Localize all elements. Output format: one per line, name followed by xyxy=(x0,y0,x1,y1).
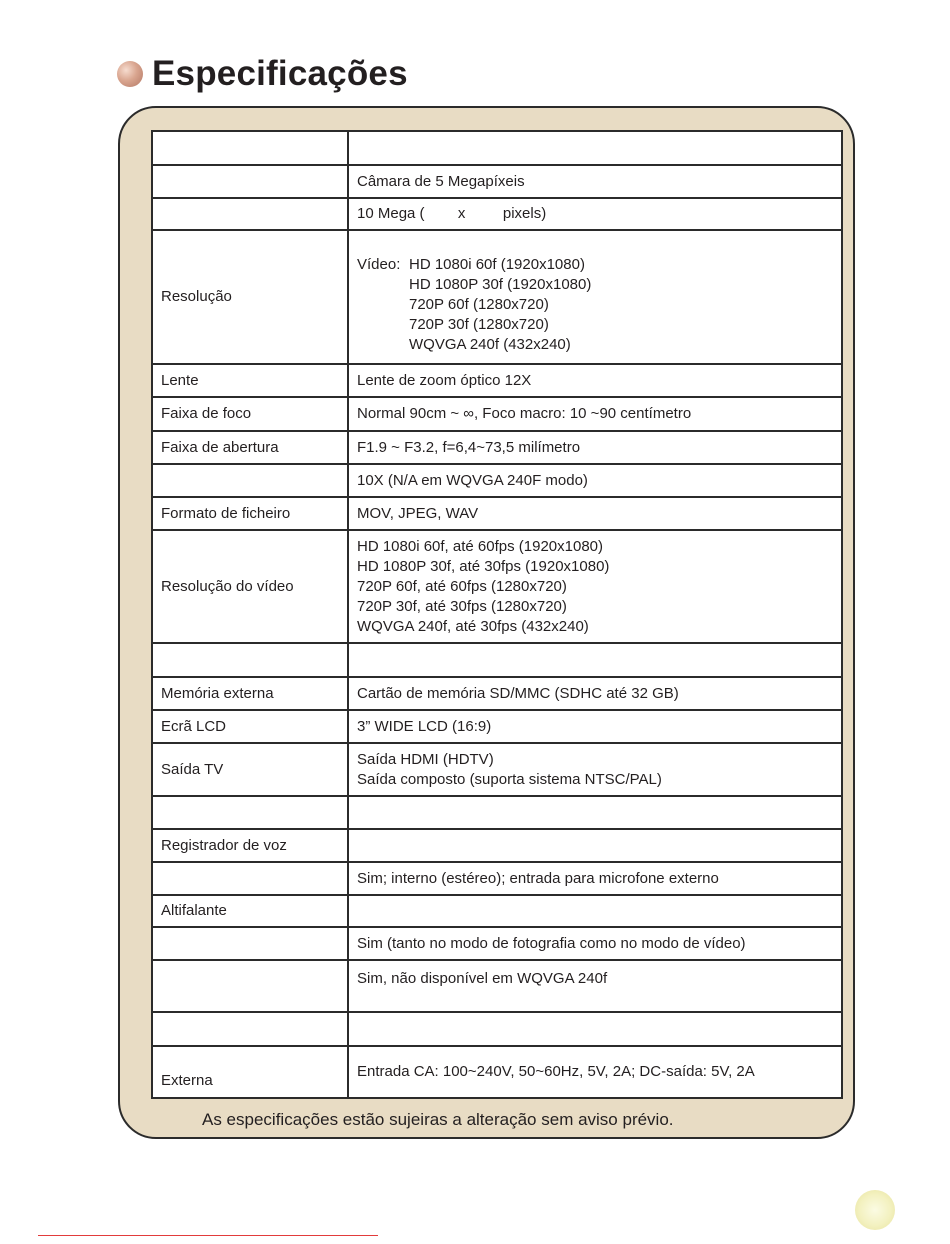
spec-value: MOV, JPEG, WAV xyxy=(348,497,842,530)
spec-label: Altifalante xyxy=(152,895,348,927)
spec-label: Lente xyxy=(152,364,348,397)
spec-value: Sim; interno (estéreo); entrada para microfone externo xyxy=(348,862,842,895)
table-row xyxy=(152,743,842,796)
spec-label: Registrador de voz xyxy=(152,829,348,862)
table-row xyxy=(152,364,842,397)
list-item: WQVGA 240f (432x240) xyxy=(409,336,571,353)
spec-label: Faixa de abertura xyxy=(152,431,348,464)
list-item: 720P 60f (1280x720) xyxy=(409,296,549,313)
spec-value xyxy=(348,230,842,364)
spec-label: Formato de ficheiro xyxy=(152,497,348,530)
spec-value xyxy=(348,895,842,927)
table-row xyxy=(152,165,842,198)
video-prefix: Vídeo: xyxy=(357,256,401,273)
spec-label xyxy=(152,796,348,829)
bullet-circle-icon xyxy=(117,61,143,87)
spec-label xyxy=(152,1012,348,1046)
table-row xyxy=(152,677,842,710)
spec-table xyxy=(151,130,843,1099)
table-row xyxy=(152,829,842,862)
spec-value xyxy=(348,796,842,829)
table-row xyxy=(152,497,842,530)
spec-value: Normal 90cm ~ ∞, Foco macro: 10 ~90 centímetro xyxy=(348,397,842,431)
page-title: Especificações xyxy=(152,54,408,93)
spec-label xyxy=(152,131,348,165)
list-item: HD 1080i 60f (1920x1080) xyxy=(409,256,585,273)
table-row xyxy=(152,1012,842,1046)
spec-value: Cartão de memória SD/MMC (SDHC até 32 GB) xyxy=(348,677,842,710)
spec-value: Câmara de 5 Megapíxeis xyxy=(348,165,842,198)
spec-label xyxy=(152,165,348,198)
table-row xyxy=(152,230,842,364)
divider xyxy=(38,1235,378,1236)
list-item: WQVGA 240f, até 30fps (432x240) xyxy=(357,617,589,635)
table-row xyxy=(152,927,842,960)
spec-value: 10 Mega ( x pixels) xyxy=(348,198,842,230)
list-item: 720P 60f, até 60fps (1280x720) xyxy=(357,577,567,595)
spec-label xyxy=(152,198,348,230)
spec-label: Resolução xyxy=(152,230,348,364)
list-item: HD 1080P 30f (1920x1080) xyxy=(409,276,592,293)
spec-label: Resolução do vídeo xyxy=(152,530,348,643)
spec-label: Memória externa xyxy=(152,677,348,710)
spec-value: Entrada CA: 100~240V, 50~60Hz, 5V, 2A; DC-saída: 5V, 2A xyxy=(348,1046,842,1098)
section-header xyxy=(117,52,408,96)
spec-value: 3” WIDE LCD (16:9) xyxy=(348,710,842,743)
list-item: Saída HDMI (HDTV) xyxy=(357,750,494,768)
table-row xyxy=(152,1046,842,1098)
spec-value xyxy=(348,530,842,643)
table-row xyxy=(152,530,842,643)
spec-value xyxy=(348,1012,842,1046)
spec-value: Sim (tanto no modo de fotografia como no modo de vídeo) xyxy=(348,927,842,960)
spec-label xyxy=(152,862,348,895)
spec-value: F1.9 ~ F3.2, f=6,4~73,5 milímetro xyxy=(348,431,842,464)
footnote: As especificações estão sujeiras a alteração sem aviso prévio. xyxy=(202,1110,674,1129)
spec-label xyxy=(152,464,348,497)
spec-value xyxy=(348,743,842,796)
spec-value: Sim, não disponível em WQVGA 240f xyxy=(348,960,842,1012)
page-number-circle-icon xyxy=(855,1190,895,1230)
spec-label: Externa xyxy=(152,1046,348,1098)
list-item: HD 1080i 60f, até 60fps (1920x1080) xyxy=(357,537,603,555)
spec-value xyxy=(348,131,842,165)
spec-value: Lente de zoom óptico 12X xyxy=(348,364,842,397)
list-item: 720P 30f (1280x720) xyxy=(409,316,549,333)
spec-label xyxy=(152,643,348,677)
spec-label xyxy=(152,927,348,960)
table-row xyxy=(152,862,842,895)
video-resolution-list xyxy=(357,255,833,355)
table-row xyxy=(152,431,842,464)
table-row xyxy=(152,960,842,1012)
list-item: HD 1080P 30f, até 30fps (1920x1080) xyxy=(357,557,610,575)
spec-label: Ecrã LCD xyxy=(152,710,348,743)
spec-label xyxy=(152,960,348,1012)
list-item: Saída composto (suporta sistema NTSC/PAL) xyxy=(357,770,662,788)
table-row xyxy=(152,643,842,677)
spec-value xyxy=(348,829,842,862)
table-row xyxy=(152,464,842,497)
spec-label: Saída TV xyxy=(152,743,348,796)
table-row xyxy=(152,397,842,431)
table-row xyxy=(152,895,842,927)
table-row xyxy=(152,710,842,743)
list-item: 720P 30f, até 30fps (1280x720) xyxy=(357,597,567,615)
spec-value: 10X (N/A em WQVGA 240F modo) xyxy=(348,464,842,497)
table-row xyxy=(152,796,842,829)
table-row xyxy=(152,131,842,165)
spec-label: Faixa de foco xyxy=(152,397,348,431)
table-row xyxy=(152,198,842,230)
spec-value xyxy=(348,643,842,677)
